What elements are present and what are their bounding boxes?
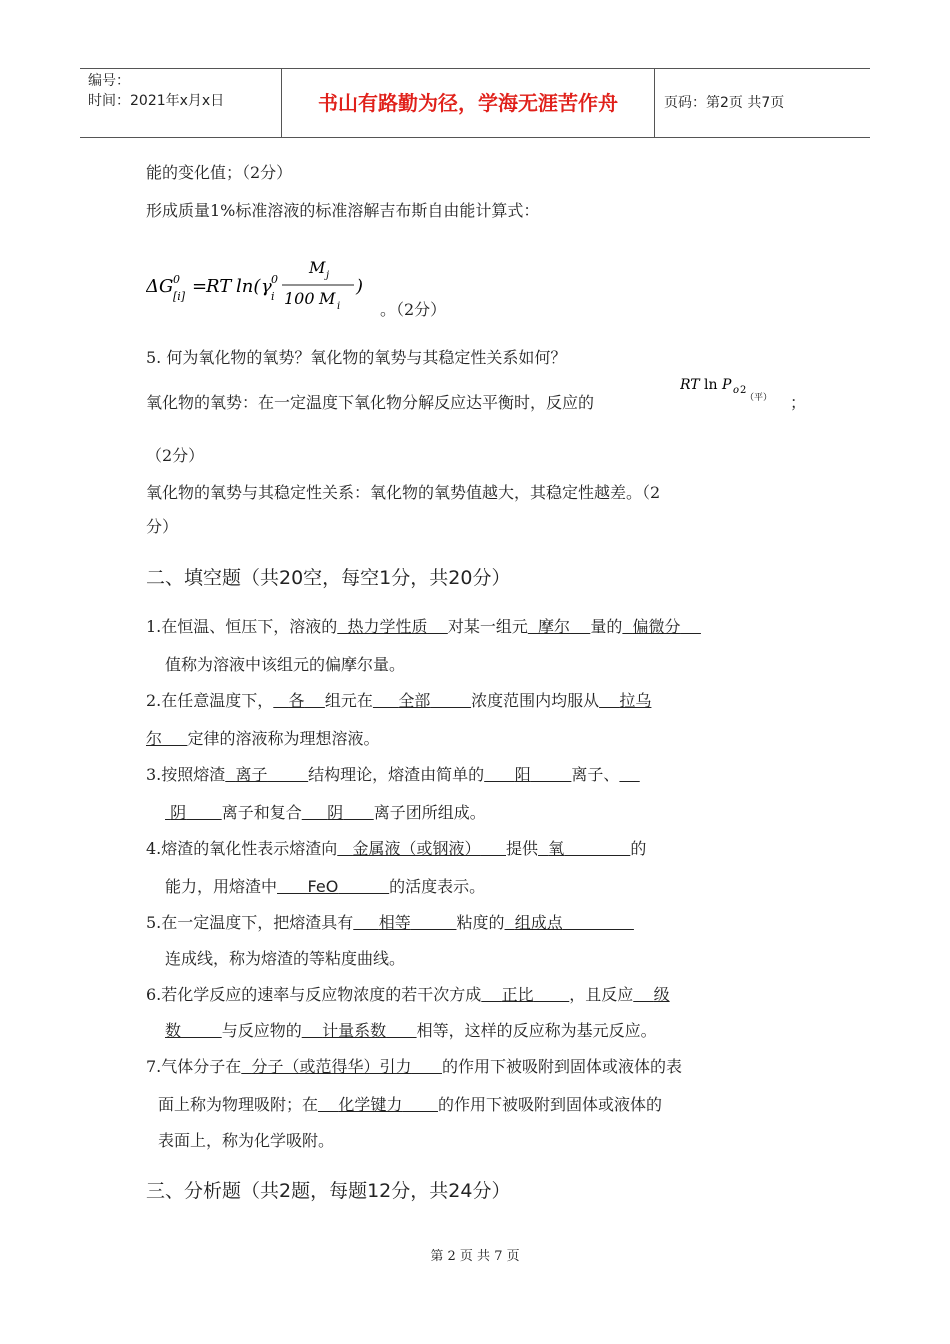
blank-answer: 组成点 [514,913,563,932]
blank-answer: 拉乌 [619,691,652,710]
svg-text:γ: γ [261,276,272,297]
blank-answer: 离子 [235,765,268,784]
section-fill-blank: 二、填空题（共20空，每空1分，共20分） [146,567,511,589]
blank-answer: 阴 [327,803,344,822]
svg-text:): ) [356,276,364,297]
fill-item-6-cont: 数 与反应物的 计量系数 相等，这样的反应称为基元反应。 [165,1021,657,1040]
question-5-answer-4: 分） [146,517,179,536]
fill-item-6: 6.若化学反应的速率与反应物浓度的若干次方成 正比 ，且反应 级 [146,985,670,1004]
svg-text:P: P [722,377,732,393]
blank-answer: 计量系数 [322,1021,387,1040]
fill-item-2-cont: 尔 定律的溶液称为理想溶液。 [146,729,380,748]
fill-item-1-cont: 值称为溶液中该组元的偏摩尔量。 [165,655,406,674]
fill-item-7: 7.气体分子在 分子（或范得华）引力 的作用下被吸附到固体或液体的表 [146,1057,682,1076]
svg-text:（平）: （平） [745,393,773,403]
fill-item-4-cont: 能力，用熔渣中 FeO 的活度表示。 [165,877,486,896]
svg-text:[i]: [i] [173,290,186,303]
fill-item-7-cont-2: 表面上，称为化学吸附。 [158,1131,335,1150]
q5-answer-1-tail: ； [790,393,807,412]
blank-answer: 各 [288,691,305,710]
blank-answer: 正比 [501,985,534,1004]
fill-item-5: 5.在一定温度下，把熔渣具有 相等 粘度的 组成点 [146,913,563,932]
header-motto: 书山有路勤为径，学海无涯苦作舟 [282,69,655,137]
header-page-number: 页码：第2页 共7页 [664,95,785,111]
blank-answer: 氧 [548,839,565,858]
svg-text:2: 2 [740,385,747,396]
text-line: 形成质量1%标准溶液的标准溶解吉布斯自由能计算式： [146,201,540,220]
blank-answer: 阳 [514,765,531,784]
blank-answer: 热力学性质 [347,617,428,636]
oxygen-potential-formula [680,372,780,412]
svg-text:RT: RT [680,377,700,393]
svg-text:i: i [337,301,341,312]
svg-text:o: o [733,385,740,396]
document-time: 时间：2021年x月x日 [88,93,225,109]
svg-text:RT: RT [206,276,232,297]
formula-graphic [146,252,386,322]
fill-item-4: 4.熔渣的氧化性表示熔渣向 金属液（或钢液） 提供 氧 的 [146,839,647,858]
question-5-answer-1: 氧化物的氧势：在一定温度下氧化物分解反应达平衡时，反应的 [146,393,595,412]
question-5-answer-3: 氧化物的氧势与其稳定性关系：氧化物的氧势值越大，其稳定性越差。（2 [146,483,661,502]
text-line: 能的变化值；（2分） [146,163,293,182]
fill-item-2: 2.在任意温度下， 各 组元在 全部 浓度范围内均服从 拉乌 [146,691,652,710]
blank-answer: 全部 [398,691,431,710]
svg-text:0: 0 [173,273,180,286]
blank-answer: FeO [307,877,339,896]
page-footer: 第 2 页 共 7 页 [430,1249,520,1264]
gibbs-formula [146,252,386,327]
blank-answer: 化学键力 [338,1095,403,1114]
svg-text:i: i [271,290,275,303]
fill-item-7-cont: 面上称为物理吸附；在 化学键力 的作用下被吸附到固体或液体的 [158,1095,662,1114]
svg-text:=: = [192,276,208,297]
blank-answer: 偏微分 [632,617,681,636]
svg-text:100: 100 [284,289,315,308]
blank-answer: 相等 [378,913,411,932]
formula-score: 。（2分） [380,300,447,319]
svg-text:ln(: ln( [236,276,261,297]
svg-text:M: M [319,289,336,308]
header-meta [80,69,282,137]
fill-item-3: 3.按照熔渣 离子 结构理论，熔渣由简单的 阳 离子、 [146,765,620,784]
svg-text:j: j [326,270,330,281]
question-5-answer-2: （2分） [146,446,205,465]
fill-item-5-cont: 连成线，称为熔渣的等粘度曲线。 [165,949,406,968]
blank-answer: 分子（或范得华）引力 [251,1057,412,1076]
blank-answer: 阴 [170,803,187,822]
blank-answer: 级 [653,985,670,1004]
fill-item-1: 1.在恒温、恒压下，溶液的 热力学性质 对某一组元 摩尔 量的 偏微分 [146,617,681,636]
svg-text:ΔG: ΔG [146,276,174,297]
fill-item-3-cont: 阴 离子和复合 阴 离子团所组成。 [170,803,486,822]
section-analysis: 三、分析题（共2题，每题12分，共24分） [146,1180,511,1202]
blank-answer: 数 [165,1021,182,1040]
question-5: 5. 何为氧化物的氧势？氧化物的氧势与其稳定性关系如何？ [146,348,567,367]
document-number: 编号： [88,73,130,89]
svg-text:ln: ln [704,377,718,393]
svg-text:0: 0 [271,273,278,286]
svg-text:M: M [309,258,326,277]
blank-answer: 尔 [146,729,163,748]
rt-ln-po2-graphic [680,372,780,408]
page-header [80,68,870,138]
blank-answer: 金属液（或钢液） [352,839,481,858]
blank-answer: 摩尔 [538,617,571,636]
